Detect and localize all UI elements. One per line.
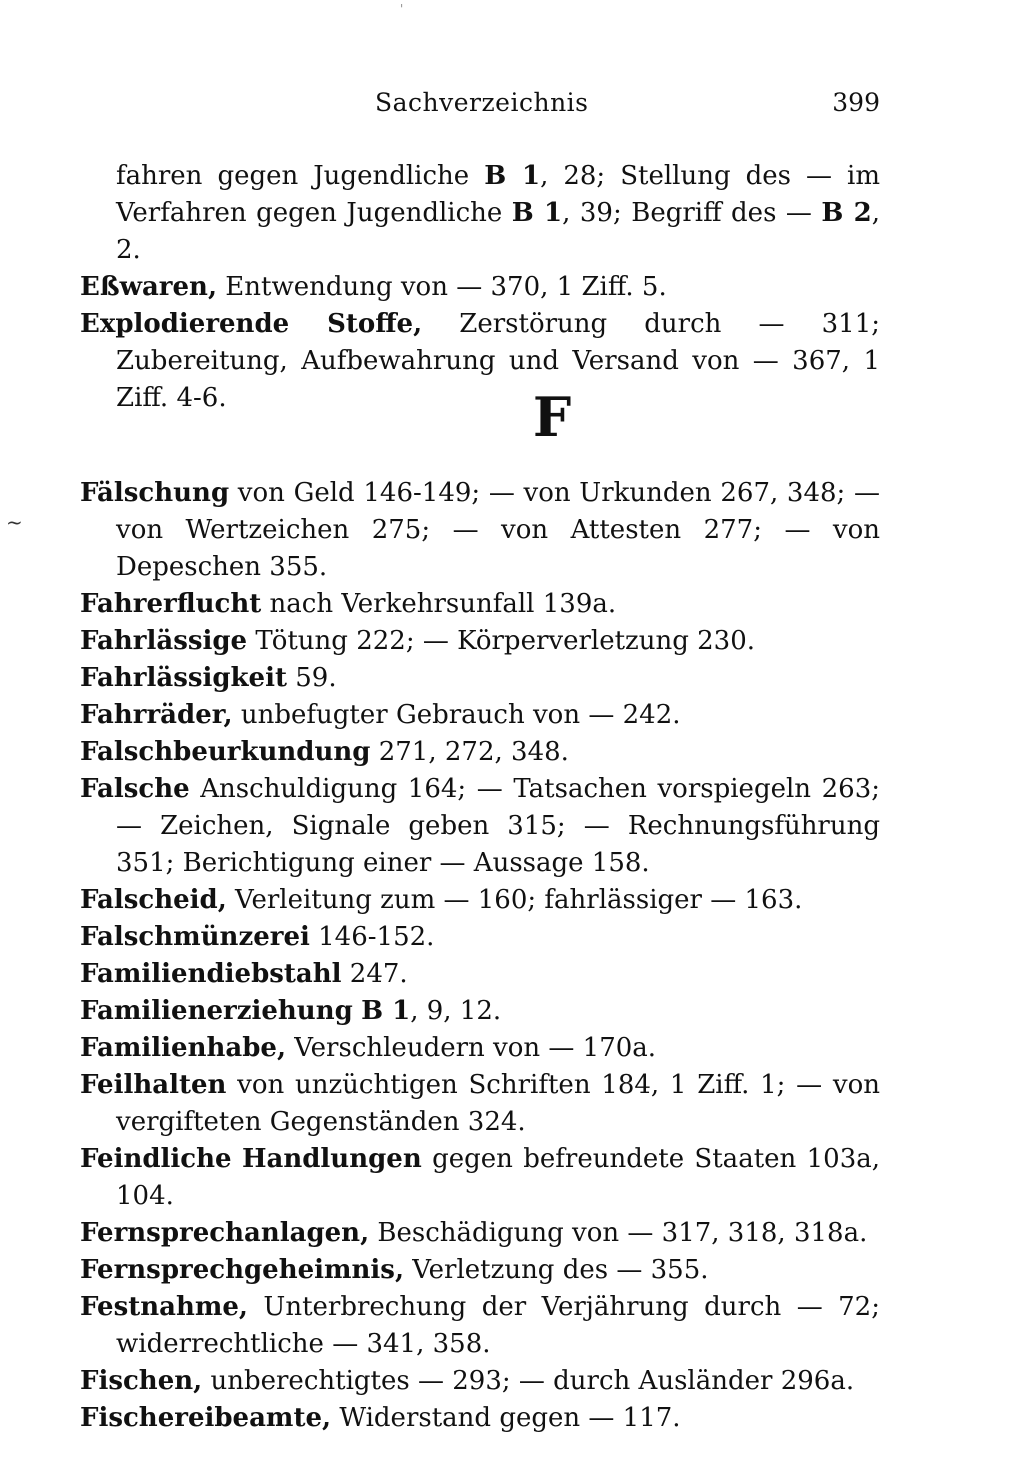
- index-text: Verschleudern von — 170a.: [286, 1033, 657, 1063]
- previous-entries: [80, 158, 880, 417]
- index-entry: [80, 1400, 880, 1437]
- index-text: Verleitung zum — 160; fahrlässiger — 163.: [226, 885, 803, 915]
- index-term: Fahrlässige: [80, 626, 248, 656]
- index-text: nach Verkehrsunfall 139a.: [261, 589, 617, 619]
- index-term: B 1: [484, 161, 541, 191]
- index-term: Falschmünzerei: [80, 922, 310, 952]
- index-entry: [80, 586, 880, 623]
- top-mark: ': [400, 2, 404, 16]
- index-text: von Geld 146-149; — von Urkunden 267, 348; — von Wertzeichen 275; — von Attesten 277; — von Depeschen 355.: [116, 478, 880, 582]
- index-entry: [80, 475, 880, 586]
- index-entry: [80, 1215, 880, 1252]
- index-entry: [80, 919, 880, 956]
- index-entry: [80, 1141, 880, 1215]
- index-entry: [80, 1030, 880, 1067]
- index-term: Falscheid,: [80, 885, 227, 915]
- index-term: Fernsprechanlagen,: [80, 1218, 370, 1248]
- index-text: fahren gegen Jugendliche: [116, 161, 485, 191]
- index-text: Anschuldigung 164; — Tatsachen vorspiegeln 263; — Zeichen, Signale geben 315; — Rechnungsführung 351; Berichtigung einer — Aussage 158.: [116, 774, 880, 878]
- index-term: B 1: [361, 996, 411, 1026]
- section-letter: F: [532, 385, 572, 449]
- index-text: Widerstand gegen — 117.: [331, 1403, 681, 1433]
- index-entry: [80, 734, 880, 771]
- index-entry: [80, 993, 880, 1030]
- index-text: Beschädigung von — 317, 318, 318a.: [369, 1218, 868, 1248]
- index-term: Fischen,: [80, 1366, 203, 1396]
- index-term: Fischereibeamte,: [80, 1403, 332, 1433]
- index-term: Falsche: [80, 774, 190, 804]
- index-text: 59.: [286, 663, 337, 693]
- index-text: von unzüchtigen Schriften 184, 1 Ziff. 1; — von vergifteten Gegenständen 324.: [116, 1070, 880, 1137]
- running-title: Sachverzeichnis: [375, 88, 589, 117]
- index-entry: [80, 1252, 880, 1289]
- index-term: Festnahme,: [80, 1292, 248, 1322]
- index-term: Fernsprechgeheimnis,: [80, 1255, 404, 1285]
- index-entry: [80, 660, 880, 697]
- index-entry: [80, 158, 880, 269]
- index-text: unbefugter Gebrauch von — 242.: [232, 700, 681, 730]
- index-entry: [80, 771, 880, 882]
- index-term: Familiendiebstahl: [80, 959, 342, 989]
- index-entry: [80, 882, 880, 919]
- index-term: B 1: [511, 198, 563, 228]
- index-text: 271, 272, 348.: [370, 737, 569, 767]
- index-text: Zerstörung durch — 311; Zubereitung, Aufbewahrung und Versand von — 367, 1 Ziff. 4-6.: [116, 309, 880, 413]
- index-text: 146-152.: [309, 922, 435, 952]
- index-text: unberechtigtes — 293; — durch Ausländer 296a.: [202, 1366, 855, 1396]
- index-term: Eßwaren,: [80, 272, 217, 302]
- index-term: Familienerziehung: [80, 996, 353, 1026]
- index-text: 247.: [341, 959, 408, 989]
- index-entry: [80, 697, 880, 734]
- index-term: Falschbeurkundung: [80, 737, 371, 767]
- index-text: gegen befreundete Staaten 103a, 104.: [116, 1144, 881, 1211]
- index-term: Feindliche: [80, 1144, 232, 1174]
- index-entry: [80, 623, 880, 660]
- index-text: , 2.: [116, 198, 880, 265]
- index-text: [232, 1144, 242, 1174]
- index-term: Fahrerflucht: [80, 589, 262, 619]
- index-text: Tötung 222; — Körperverletzung 230.: [247, 626, 756, 656]
- index-text: [353, 996, 361, 1026]
- page-number: 399: [832, 88, 880, 117]
- index-entry: [80, 1363, 880, 1400]
- index-term: Fälschung: [80, 478, 230, 508]
- index-entry: [80, 956, 880, 993]
- index-term: Handlungen: [241, 1144, 422, 1174]
- index-term: Feilhalten: [80, 1070, 227, 1100]
- index-text: , 39; Begriff des —: [562, 198, 822, 228]
- index-term: B 2: [821, 198, 872, 228]
- index-text: , 28; Stellung des — im Verfahren gegen Jugendliche: [116, 161, 880, 228]
- index-term: Fahrlässigkeit: [80, 663, 287, 693]
- index-entry: [80, 1289, 880, 1363]
- index-text: Entwendung von — 370, 1 Ziff. 5.: [217, 272, 667, 302]
- margin-mark: ~: [6, 510, 23, 534]
- index-text: , 9, 12.: [410, 996, 502, 1026]
- index-term: Explodierende Stoffe,: [80, 309, 423, 339]
- index-text: Verletzung des — 355.: [404, 1255, 709, 1285]
- index-term: Fahrräder,: [80, 700, 233, 730]
- index-text: Unterbrechung der Verjährung durch — 72; widerrechtliche — 341, 358.: [116, 1292, 880, 1359]
- page-header: [80, 88, 880, 122]
- index-entry: [80, 1067, 880, 1141]
- index-entries: [80, 475, 880, 1437]
- index-term: Familienhabe,: [80, 1033, 286, 1063]
- index-entry: [80, 269, 880, 306]
